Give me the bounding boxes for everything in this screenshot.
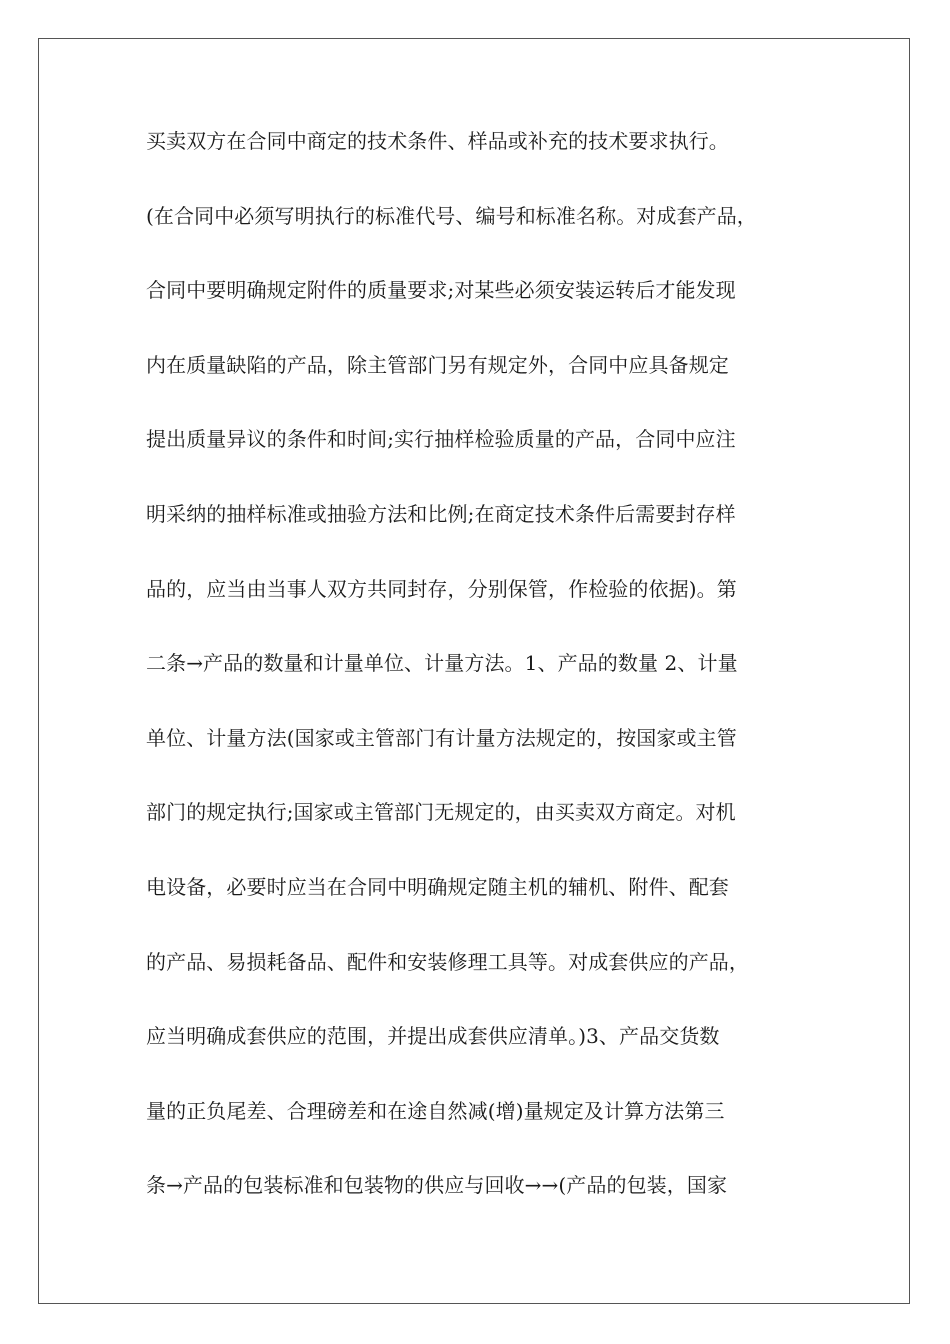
text-line: 合同中要明确规定附件的质量要求;对某些必须安装运转后才能发现 bbox=[146, 278, 736, 303]
text-line: 品的，应当由当事人双方共同封存，分别保管，作检验的依据)。第 bbox=[146, 576, 737, 601]
text-line: 部门的规定执行;国家或主管部门无规定的，由买卖双方商定。对机 bbox=[146, 800, 736, 825]
text-line: 单位、计量方法(国家或主管部门有计量方法规定的，按国家或主管 bbox=[146, 725, 737, 750]
text-line: 应当明确成套供应的范围，并提出成套供应清单。)3、产品交货数 bbox=[146, 1024, 720, 1049]
text-line: 量的正负尾差、合理磅差和在途自然减(增)量规定及计算方法第三 bbox=[146, 1098, 725, 1123]
text-line: 内在质量缺陷的产品，除主管部门另有规定外，合同中应具备规定 bbox=[146, 352, 729, 377]
text-line: 二条→产品的数量和计量单位、计量方法。1、产品的数量 2、计量 bbox=[146, 651, 738, 676]
text-line: 明采纳的抽样标准或抽验方法和比例;在商定技术条件后需要封存样 bbox=[146, 501, 736, 526]
text-line: 电设备，必要时应当在合同中明确规定随主机的辅机、附件、配套 bbox=[146, 874, 729, 899]
text-line: 条→产品的包装标准和包装物的供应与回收→→(产品的包装，国家 bbox=[146, 1173, 728, 1198]
text-line: 的产品、易损耗备品、配件和安装修理工具等。对成套供应的产品， bbox=[146, 949, 749, 974]
text-line: 买卖双方在合同中商定的技术条件、样品或补充的技术要求执行。 bbox=[146, 129, 729, 153]
text-line: (在合同中必须写明执行的标准代号、编号和标准名称。对成套产品， bbox=[146, 203, 757, 228]
document-body bbox=[146, 130, 816, 1249]
text-line: 提出质量异议的条件和时间;实行抽样检验质量的产品，合同中应注 bbox=[146, 427, 736, 452]
